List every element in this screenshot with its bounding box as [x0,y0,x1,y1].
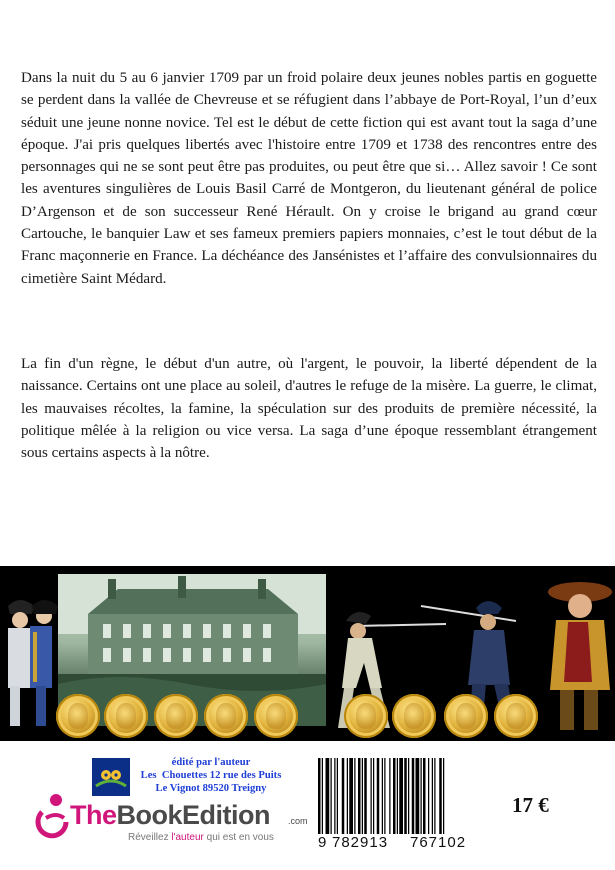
blurb-paragraph-2: La fin d'un règne, le début d'un autre, où l'argent, le pouvoir, la liberté dépendent de la naissance. Certains ont une place au soleil, d'autres le refuge de la misère. La guerre, le climat, les mauvaises récoltes, la famine, la spéculation sur des produits de première nécessité, la politique mêlée à la religion ou vice versa. La saga d’une époque ressemblant étrangement sous certains aspects à la nôtre. [21,356,597,462]
brand-domain: .com [288,816,308,826]
barcode-bar [342,758,345,834]
barcode-bar [384,758,385,834]
brand-tagline: Réveillez l'auteur qui est en vous [128,832,274,843]
barcode-bar [377,758,380,834]
barcode-bar [358,758,361,834]
barcode-bar [349,758,353,834]
gold-coin [104,694,148,738]
barcode-bar [408,758,409,834]
barcode-bar [337,758,338,834]
price-label: 17 € [512,793,549,817]
gold-coins-row [0,694,615,741]
barcode-bar [434,758,435,834]
isbn-digits-right: 767102 [410,834,467,851]
publisher-line-3: Le Vignot 89520 Treigny [155,783,267,794]
barcode-bar [428,758,429,834]
gold-coin [204,694,248,738]
isbn-digits-left: 782913 [332,834,389,851]
barcode-bar [421,758,422,834]
barcode-bar [416,758,420,834]
brand-name: TheBookEdition [70,800,270,830]
barcode-bar [322,758,323,834]
barcode-bar [347,758,348,834]
historical-collage [0,566,615,741]
barcode-bar [362,758,363,834]
isbn-digit-first: 9 [318,834,328,851]
gold-coin [154,694,198,738]
gold-coin [344,694,388,738]
isbn-number [318,834,490,851]
barcode-bar [404,758,407,834]
barcode-bar [439,758,442,834]
barcode-bar [389,758,390,834]
gold-coin [56,694,100,738]
gold-coin [444,694,488,738]
gold-coin [254,694,298,738]
barcode-bar [326,758,330,834]
barcode-bar [423,758,426,834]
barcode-bar [318,758,321,834]
gold-coin [392,694,436,738]
publisher-line-1: édité par l'auteur [171,757,251,768]
barcode-bar [371,758,372,834]
barcode-bar [354,758,355,834]
barcode-bar [382,758,383,834]
publisher-line-2: Les Chouettes 12 rue des Puits [140,770,282,781]
barcode-bar [393,758,396,834]
barcode-bar [397,758,398,834]
thebookedition-logo [30,790,320,846]
barcode-bar [373,758,374,834]
barcode-bar [443,758,444,834]
person-book-icon [32,792,72,842]
barcode-bar [334,758,335,834]
barcode-bar [432,758,433,834]
barcode-bar [412,758,415,834]
barcode-bar [364,758,367,834]
barcode-bar [331,758,332,834]
barcode-bar [399,758,403,834]
gold-coin [494,694,538,738]
isbn-barcode [312,758,488,834]
blurb-paragraph-1: Dans la nuit du 5 au 6 janvier 1709 par un froid polaire deux jeunes nobles partis en goguette se perdent dans la vallée de Chevreuse et se réfugient dans l’abbaye de Port-Royal, l’un d’eux séduit une jeune nonne novice. Tel est le début de cette fiction qui est avant tout la saga d’une époque. J'ai pris quelques libertés avec l'histoire entre 1709 et 1738 des rencontres entre des personnages qui ne se sont peut être pas produites, ou peut être que si… Allez savoir ! Ce sont les aventures singulières de Louis Basil Carré de Montgeron, du lieutenant général de police D’Argenson et de son successeur René Hérault. On y croise le brigand au grand cœur Cartouche, le banquier Law et ses fameux premiers papiers monnaies, c’est le tout début de la Franc maçonnerie en France. La déchéance des Jansénistes et l’affaire des convulsionnaires du cimetière Saint Médard. [21,70,597,287]
